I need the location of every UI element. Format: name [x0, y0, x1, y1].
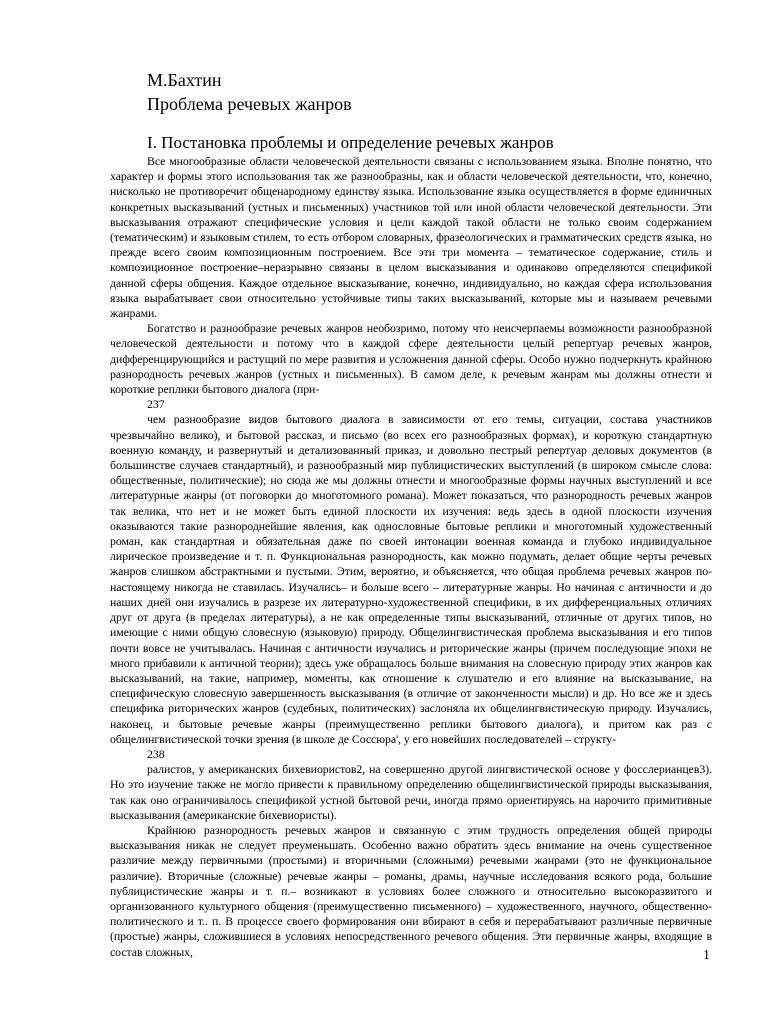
document-page	[110, 0, 712, 1024]
paragraph: Все многообразные области человеческой деятельности связаны с использованием языка. Вполне понятно, что характер и формы этого использования так же разнообразны, как и области человеческой деятельности, что, конечно, нисколько не противоречит общенародному единству языка. Использование языка осуществляется в форме единичных конкретных высказываний (устных и письменных) участников той или иной области человеческой деятельности. Эти высказывания отражают специфические условия и цели каждой такой области не только своим содержанием (тематическим) и языковым стилем, то есть отбором словарных, фразеологических и грамматических средств языка, но прежде всего своим композиционным построением. Все эти три момента – тематическое содержание, стиль и композиционное построение–неразрывно связаны в целом высказывания и одинаково определяются спецификой данной сферы общения. Каждое отдельное высказывание, конечно, индивидуально, но каждая сфера использования языка вырабатывает свои относительно устойчивые типы таких высказываний, которые мы и называем речевыми жанрами.	[110, 154, 712, 321]
paragraph: Крайнюю разнородность речевых жанров и связанную с этим трудность определения общей природы высказывания никак не следует преуменьшать. Особенно важно обратить здесь внимание на очень существенное различие между первичными (простыми) и вторичными (сложными) речевыми жанрами (это не функциональное различие). Вторичные (сложные) речевые жанры – романы, драмы, научные исследования всякого рода, большие публицистические жанры и т. п.– возникают в условиях более сложного и относительно высокоразвитого и организованного культурного общения (преимущественно письменного) – художественного, научного, общественно-политического и т.. п. В процессе своего формирования они вбирают в себя и перерабатывают различные первичные (простые) жанры, сложившиеся в условиях непосредственного речевого общения. Эти первичные жанры, входящие в состав сложных,	[110, 822, 712, 959]
section-heading: I. Постановка проблемы и определение речевых жанров	[147, 133, 554, 152]
document-title: Проблема речевых жанров	[147, 94, 352, 114]
inline-page-number: 237	[147, 397, 165, 412]
paragraph: ралистов, у американских бихевиористов2, на совершенно другой лингвистической основе у фосслерианцев3). Но это изучение также не могло привести к правильному определению общелингвистической природы высказывания, так как оно ограничивалось спецификой устной бытовой речи, иногда прямо ориентируясь на нарочито примитивные высказывания (американские бихевиористы).	[110, 762, 712, 822]
paragraph: Богатство и разнообразие речевых жанров необозримо, потому что неисчерпаемы возможности разнообразной человеческой деятельности и потому что в каждой сфере деятельности целый репертуар речевых жанров, дифференцирующийся и растущий по мере развития и усложнения данной сферы. Особо нужно подчеркнуть крайнюю разнородность речевых жанров (устных и письменных). В самом деле, к речевым жанрам мы должны отнести и короткие реплики бытового диалога (при-	[110, 321, 712, 397]
paragraph: чем разнообразие видов бытового диалога в зависимости от его темы, ситуации, состава участников чрезвычайно велико), и бытовой рассказ, и письмо (во всех его разнообразных формах), и короткую стандартную военную команду, и развернутый и детализованный приказ, и довольно пестрый репертуар деловых документов (в большинстве случаев стандартный), и разнообразный мир публицистических выступлений (в широком смысле слова: общественные, политические); но сюда же мы должны отнести и многообразные формы научных выступлений и все литературные жанры (от поговорки до многотомного романа). Может показаться, что разнородность речевых жанров так велика, что нет и не может быть единой плоскости их изучения: ведь здесь в одной плоскости изучения оказываются такие разнороднейшие явления, как однословные бытовые реплики и многотомный художественный роман, как стандартная и обязательная даже по своей интонации военная команда и глубоко индивидуальное лирическое произведение и т. п. Функциональная разнородность, как можно подумать, делает общие черты речевых жанров слишком абстрактными и пустыми. Этим, вероятно, и объясняется, что общая проблема речевых жанров по-настоящему никогда не ставилась. Изучались– и больше всего – литературные жанры. Но начиная с античности и до наших дней они изучались в разрезе их литературно-художественной специфики, в их дифференциальных отличиях друг от друга (в пределах литературы), а не как определенные типы высказываний, отличные от других типов, но имеющие с ними общую словесную (языковую) природу. Общелингвистическая проблема высказывания и его типов почти вовсе не учитывалась. Начиная с античности изучались и риторические жанры (причем последующие эпохи не много прибавили к античной теории); здесь уже обращалось больше внимания на словесную природу этих жанров как высказываний, на такие, например, моменты, как отношение к слушателю и его влияние на высказывание, на специфическую словесную завершенность высказывания (в отличие от законченности мысли) и др. Но все же и здесь специфика риторических жанров (судебных, политических) заслоняла их общелингвистическую природу. Изучались, наконец, и бытовые речевые жанры (преимущественно реплики бытового диалога), и притом как раз с общелингвистической точки зрения (в школе де Соссюра', у его новейших последователей – структу-	[110, 412, 712, 746]
page-number: 1	[703, 948, 710, 963]
body-text	[110, 154, 712, 960]
inline-page-number: 238	[147, 746, 165, 761]
author-name: М.Бахтин	[147, 70, 222, 90]
